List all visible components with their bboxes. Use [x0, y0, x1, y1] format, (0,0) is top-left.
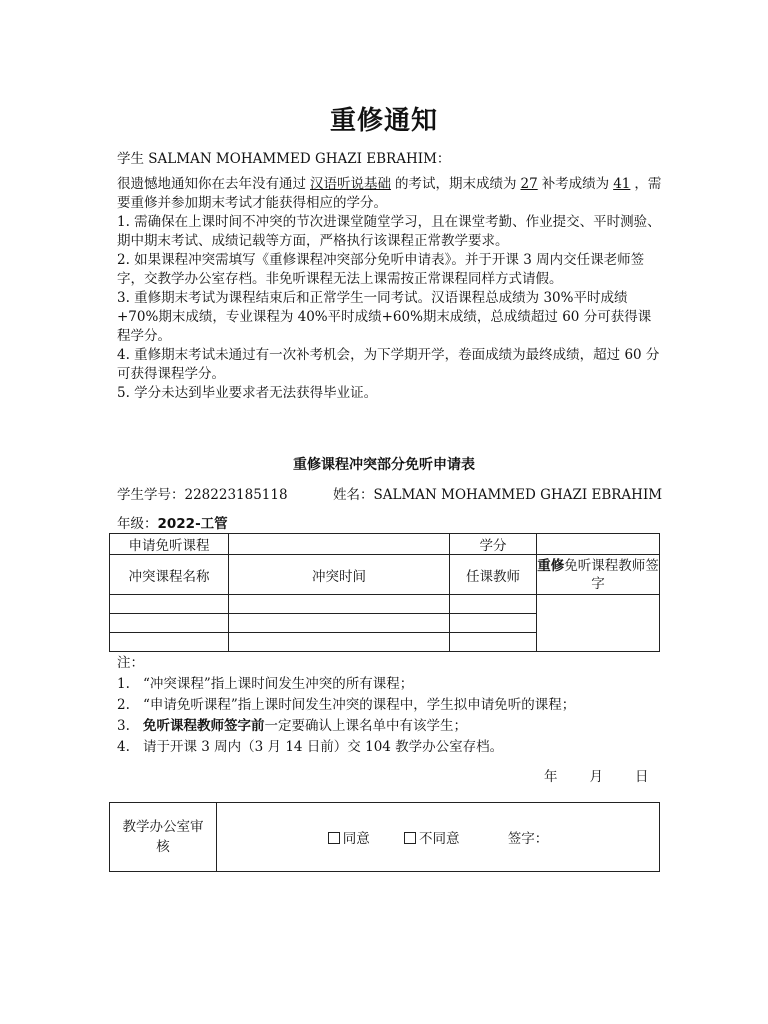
intro-text-1: 很遗憾地通知你在去年没有通过: [117, 176, 306, 192]
table-cell[interactable]: [110, 595, 229, 614]
makeup-score: 41: [613, 176, 631, 192]
rule-item: 2. 如果课程冲突需填写《重修课程冲突部分免听申请表》。并于开课 3 周内交任课老师签字，交教学办公室存档。非免听课程无法上课需按正常课程同样方式请假。: [117, 252, 645, 287]
note-number: 4.: [117, 739, 130, 755]
signature-header: [537, 555, 660, 595]
note-text: 请于开课 3 周内（3 月 14 日前）交 104 教学办公室存档。: [143, 739, 504, 755]
final-score: 27: [520, 176, 538, 192]
note-text: 一定要确认上课名单中有该学生；: [264, 718, 467, 734]
note-number: 1.: [117, 676, 130, 692]
table-cell[interactable]: [450, 595, 537, 614]
rule-item: 1. 需确保在上课时间不冲突的节次进课堂随堂学习，且在课堂考勤、作业提交、平时测验、期中期末考试、成绩记载等方面，严格执行该课程正常教学要求。: [117, 214, 661, 249]
rule-item: 3. 重修期末考试为课程结束后和正常学生一同考试。汉语课程总成绩为 30%平时成绩+70%期末成绩，专业课程为 40%平时成绩+60%期末成绩，总成绩超过 60 分可获得课程学分。: [117, 290, 652, 344]
table-cell[interactable]: [229, 595, 450, 614]
note-text: “申请免听课程”指上课时间发生冲突的课程中，学生拟申请免听的课程；: [143, 697, 576, 713]
table-cell[interactable]: [110, 633, 229, 652]
intro-text-2: 的考试，期末成绩为: [395, 176, 517, 192]
intro-text-4: ，需要重修并参加期末考试才能获得相应的学分。: [117, 176, 662, 211]
notice-title: 重修通知: [329, 106, 438, 136]
table-cell[interactable]: [229, 633, 450, 652]
signature-cell[interactable]: [537, 595, 660, 652]
intro-paragraph: [117, 175, 662, 213]
date-line: [544, 765, 681, 785]
office-review-text: 教学办公室审核: [122, 819, 204, 855]
note-item: [117, 716, 677, 737]
student-name: 姓名：SALMAN MOHAMMED GHAZI EBRAHIM: [333, 487, 663, 503]
date-year: 年: [544, 769, 558, 785]
table-cell[interactable]: [450, 614, 537, 633]
agree-label: 同意: [342, 831, 370, 847]
note-bold-text: 免听课程教师签字前: [143, 718, 265, 734]
note-item: [117, 695, 677, 716]
note-number: 3.: [117, 718, 130, 734]
grade: [117, 512, 228, 532]
note-number: 2.: [117, 697, 130, 713]
exemption-form-table: [109, 533, 660, 652]
apply-course-field[interactable]: [229, 534, 450, 555]
note-item: [117, 737, 677, 758]
teacher-header: 任课教师: [450, 555, 537, 595]
rule-item: 4. 重修期末考试未通过有一次补考机会，为下学期开学，卷面成绩为最终成绩，超过 60 分可获得课程学分。: [117, 347, 660, 382]
conflict-course-header: 冲突课程名称: [110, 555, 229, 595]
disagree-label: 不同意: [419, 831, 460, 847]
table-cell[interactable]: [450, 633, 537, 652]
student-id: 学生学号：228223185118: [117, 487, 288, 503]
addressee: 学生 SALMAN MOHAMMED GHAZI EBRAHIM：: [117, 151, 451, 167]
agree-option[interactable]: [328, 827, 370, 847]
disagree-option[interactable]: [404, 827, 460, 847]
form-title: 重修课程冲突部分免听申请表: [293, 457, 475, 473]
date-day: 日: [635, 769, 649, 785]
conflict-time-header: 冲突时间: [229, 555, 450, 595]
office-review-label: [110, 803, 217, 872]
date-month: 月: [589, 769, 603, 785]
credit-label: 学分: [450, 534, 537, 555]
signature-header-rest: 免听课程教师签字: [564, 557, 659, 592]
table-cell[interactable]: [229, 614, 450, 633]
table-cell[interactable]: [110, 614, 229, 633]
apply-course-label: 申请免听课程: [110, 534, 229, 555]
notice-body: [117, 175, 662, 403]
notes: [117, 653, 677, 758]
grade-value: 2022-工管: [157, 516, 228, 532]
intro-text-3: 补考成绩为: [541, 176, 610, 192]
course-name: 汉语听说基础: [310, 176, 391, 192]
agree-checkbox[interactable]: [328, 832, 340, 844]
disagree-checkbox[interactable]: [404, 832, 416, 844]
rule-item: 5. 学分未达到毕业要求者无法获得毕业证。: [117, 385, 378, 401]
note-item: [117, 674, 677, 695]
signature-label: 签字：: [507, 831, 549, 847]
notes-label: 注：: [117, 655, 144, 671]
note-text: “冲突课程”指上课时间发生冲突的所有课程；: [143, 676, 414, 692]
grade-label: 年级：: [117, 516, 158, 532]
office-review-options: [217, 803, 660, 872]
credit-field[interactable]: [537, 534, 660, 555]
signature-header-bold: 重修: [537, 557, 565, 574]
office-review-table: [109, 802, 660, 872]
